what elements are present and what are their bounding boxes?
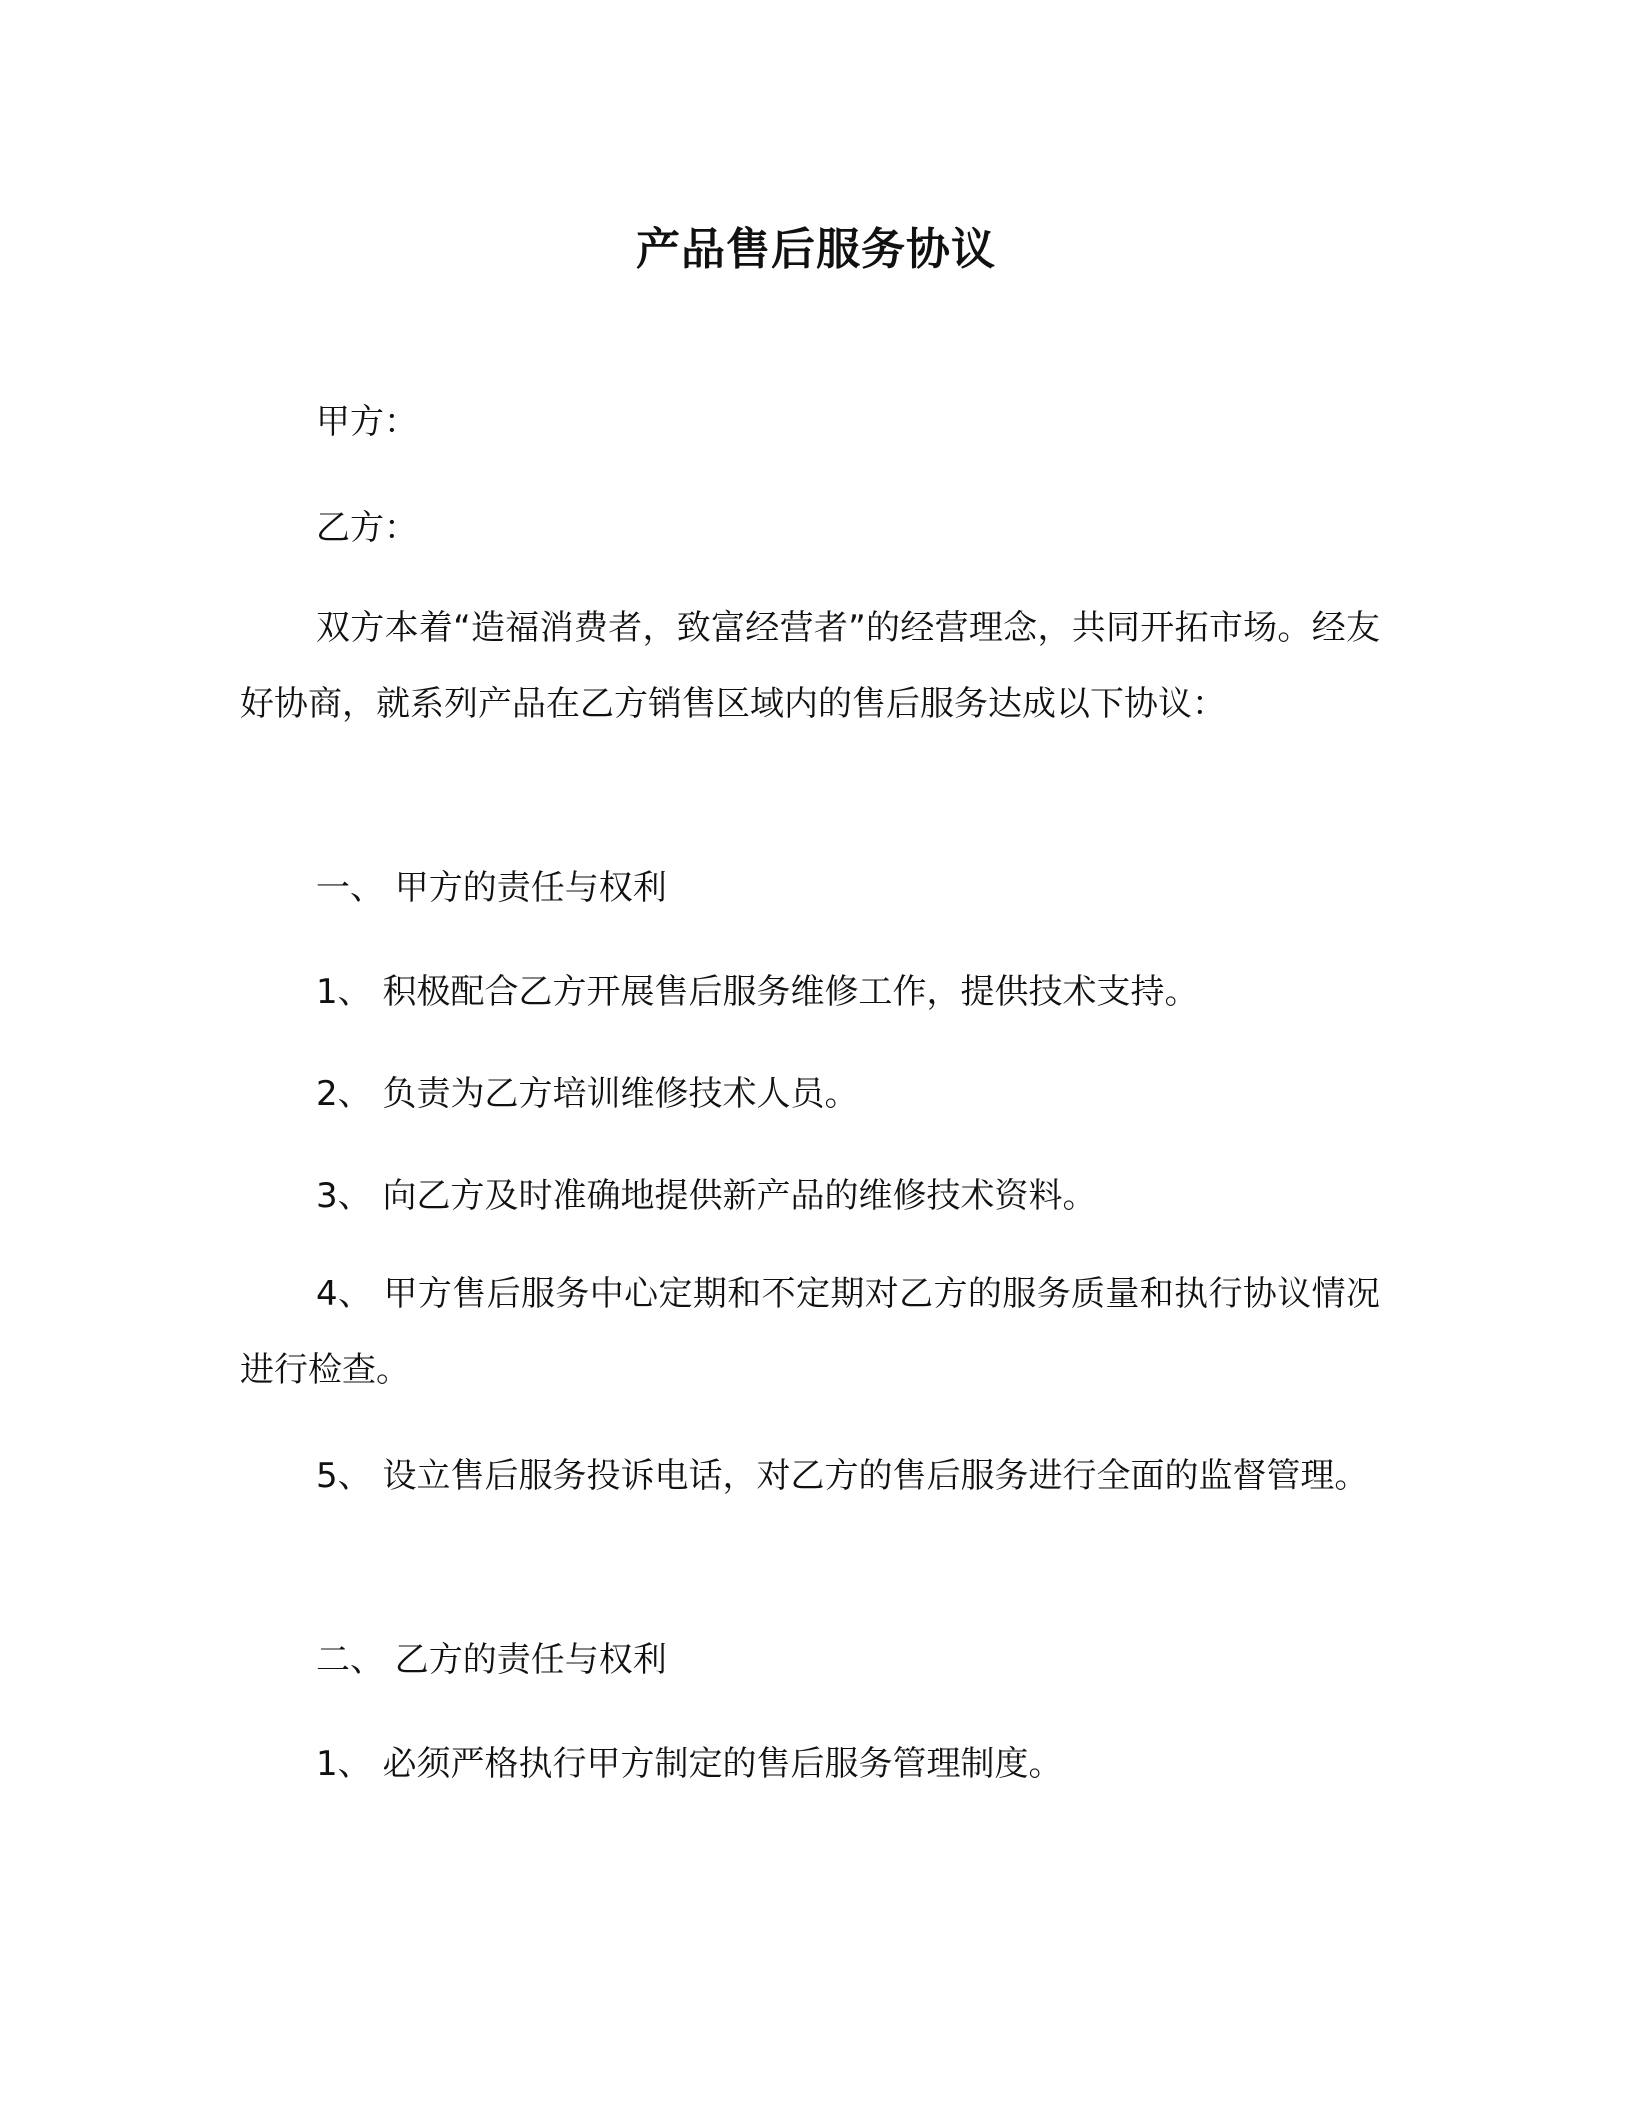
party-b-label: 乙方： bbox=[316, 508, 418, 548]
section-1-item-5: 5、 设立售后服务投诉电话，对乙方的售后服务进行全面的监督管理。 bbox=[316, 1456, 1369, 1496]
document-title: 产品售后服务协议 bbox=[636, 224, 996, 275]
section-2-item-1: 1、 必须严格执行甲方制定的售后服务管理制度。 bbox=[316, 1744, 1063, 1784]
intro-paragraph: 双方本着“造福消费者，致富经营者”的经营理念，共同开拓市场。经友好协商，就系列产品在乙方销售区域内的售后服务达成以下协议： bbox=[240, 608, 1380, 724]
section-2-heading: 二、 乙方的责任与权利 bbox=[316, 1640, 667, 1680]
party-a-label: 甲方： bbox=[316, 402, 418, 442]
section-1-item-1: 1、 积极配合乙方开展售后服务维修工作，提供技术支持。 bbox=[316, 972, 1199, 1012]
section-1-item-3: 3、 向乙方及时准确地提供新产品的维修技术资料。 bbox=[316, 1176, 1097, 1216]
section-1-heading: 一、 甲方的责任与权利 bbox=[316, 868, 667, 908]
section-1-item-4: 4、 甲方售后服务中心定期和不定期对乙方的服务质量和执行协议情况进行检查。 bbox=[240, 1274, 1380, 1390]
section-1-item-2: 2、 负责为乙方培训维修技术人员。 bbox=[316, 1074, 859, 1114]
